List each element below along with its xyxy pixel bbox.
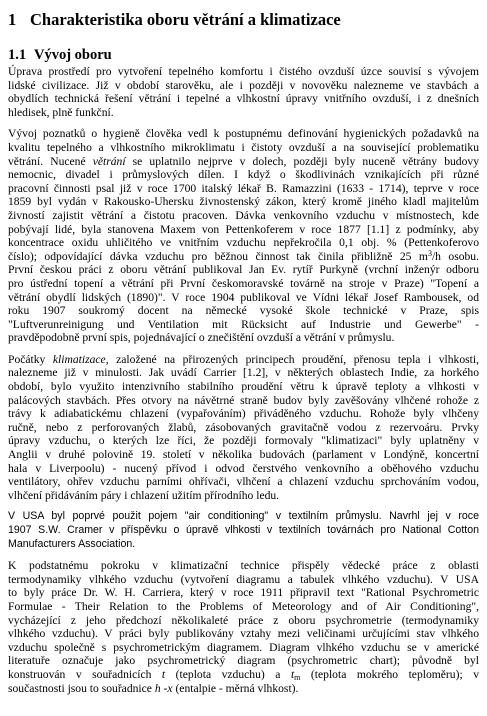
text-line: větrání obydlí lidských (1890)". V roce 1904 publikoval ve Vídni lékař Josef Rambousek, od (8, 290, 479, 304)
paragraph-intro (8, 65, 479, 119)
text-line: Počátky klimatizace, založené na přirozených principech proudění, přenosu tepla i vlhkosti, (8, 352, 480, 366)
text-line: číslo); odpovídající dávka vzduchu pro běžnou činnost tak činila přibližně 25 $m^3/h$ osobu. (8, 248, 479, 263)
paragraph-psychrometry (8, 559, 479, 695)
paragraph-air-conditioning-history (8, 353, 479, 503)
text-line: vzduchu společně s psychrometrickým diagramem. Diagram vlhkého vzduchu se v americké (8, 640, 479, 654)
text-line: vycházející z jeho předchozí několikaleté práce z oboru psychrometrie (termodynamiky (8, 613, 479, 627)
text-line: Úprava prostředí pro vytvoření tepelného komfortu i čistého ovzduší úzce souvisí s vývojem (8, 65, 479, 78)
text-line: 1907 S.W. Cramer v příspěvku o úpravě vlhkosti v textilních továrnách pro National Cotton (8, 524, 479, 536)
text-line: Formulae - Their Relation to the Problems of Meteorology and of Air Conditioning", (8, 599, 479, 613)
text-line: větrání. Nucené větrání se uplatnilo nejprve v dolech, později byly nuceně větrány budovy (8, 154, 479, 168)
text-line: lidské civilizace. Již v období starověku, ale i později v novověku nalezneme ve stavbách a (8, 78, 479, 92)
text-line: trávy k adiabatickému chlazení (vypařováním) přiváděného vzduchu. Rohože byly vlhčeny (8, 407, 479, 421)
text-line: termodynamiky vlhkého vzduchu (vytvoření diagramu a tabulek vlhkého vzduchu). V USA (8, 572, 479, 586)
text-line: ručně, nebo z perforovaných žlabů, zásobovaných gravitačně vodou z rezervoáru. Prvky (8, 420, 479, 434)
section-heading (8, 47, 479, 64)
text-line: palácových stavbách. Přes otvory na návětrné straně budov byly zavěšovány vlhčené rohože z (8, 393, 479, 407)
text-line: Anglii v druhé polovině 19. století v několika budovách (parlament v Londýně, koncertní (8, 448, 479, 462)
text-line: vlhkého vzduchu). V práci byly publikovány vztahy mezi veličinami určujícími stav vlhkého (8, 627, 479, 641)
section-number: 1.1 (8, 47, 27, 63)
paragraph-ventilation-history (8, 127, 479, 345)
text-line: období, bylo využito intenzivního stabilního proudění větru k úpravě teploty a vlhkosti v (8, 380, 479, 394)
text-line: 1859 byl vydán v Rakousko-Uhersku živnostenský zákon, který kromě jiného kladl majitelům (8, 195, 479, 209)
chapter-number: 1 (8, 10, 17, 29)
paragraph-usa-term (8, 510, 479, 551)
text-line: Manufacturers Association. (8, 537, 136, 550)
text-line: roku 1907 soukromý docent na německé vysoké škole technické v Praze, spis (8, 304, 479, 318)
text-line: "Luftverunreinigung und Ventilation mit Rücksicht auf Industrie und Gewerbe" - (8, 317, 479, 331)
text-line: kvalitu tepelného a vlhkostního mikroklimatu i čistoty ovzduší a na související problematiku (8, 140, 479, 154)
text-line: nalezneme již v minulosti. Jak uvádí Carrier [1.2], v některých oblastech Indie, za horkého (8, 366, 479, 380)
section-title: Vývoj oboru (34, 47, 112, 63)
text-line: pracovní činnosti psal již v roce 1700 italský lékař B. Ramazzini (1633 - 1714), teprve v roce (8, 181, 479, 195)
text-line: součastnosti jsou to souřadnice h -x (entalpie - měrná vlhkost). (8, 681, 299, 695)
text-line: hledisek, plně funkční. (8, 105, 114, 119)
text-line: ventilátory, ohřev vzduchu parními ohřívači, vlhčení a chlazení vzduchu sprchováním vodou, (8, 475, 479, 489)
text-line: konstruován v souřadnicích t (teplota vzduchu) a $t_m$ (teplota mokrého teploměru); v (8, 667, 479, 682)
text-line: vlhčení přidáváním páry i chlazení užitím přírodního ledu. (8, 488, 280, 502)
text-line: pobývají lidé, byla stanovena Maxem von Pettenkoferem v roce 1877 [1.1] z podmínky, aby (8, 222, 479, 236)
text-line: První českou práci z oboru větrání publikoval Jan Ev. rytíř Purkyně (vrchní inženýr odboru (8, 263, 479, 277)
text-line: koncentrace oxidu uhličitého ve vnitřním vzduchu nepřekročila 0,1 obj. % (Pettenkoferovo (8, 236, 479, 250)
text-line: úpravy vzduchu, o kterých lze říci, že později formovaly "klimatizaci" byly uplatněny v (8, 434, 479, 448)
chapter-title: Charakteristika oboru větrání a klimatizace (30, 10, 341, 29)
text-line: obydlích technická řešení větrání i tepelné a vlhkostní úpravy vnitřního ovzduší, i z dnešních (8, 92, 479, 106)
text-line: to byly práce Dr. W. H. Carriera, který v roce 1911 připravil text "Rational Psychrometric (8, 586, 479, 600)
chapter-heading (8, 10, 479, 30)
text-line: V USA byl poprvé použit pojem "air conditioning" v textilním průmyslu. Navrhl jej v roce (8, 510, 479, 523)
text-line: Vývoj poznatků o hygieně člověka vedl k postupnému definování hygienických požadavků na (8, 127, 479, 141)
text-line: hala v Liverpoolu) - nucený přívod i odvod čerstvého venkovního a oběhového vzduchu (8, 461, 479, 475)
text-line: K podstatnému pokroku v klimatizační technice přispěly vědecké práce z oblasti (8, 559, 479, 573)
text-line: pro ústřední topení a větrání při První českomoravské továrně na stroje v Praze) "Topení a (8, 276, 479, 290)
text-line: živností zajistit větrání a čistotu pracoven. Dávka venkovního vzduchu v místnostech, kde (8, 208, 479, 222)
text-line: pravděpodobně první spis, pojednávající o znečištění ovzduší a větrání v průmyslu. (8, 331, 395, 345)
text-line: literatuře označuje jako psychrometrický diagram (psychrometric chart); původně byl (8, 654, 479, 668)
text-line: nemocnic, divadel i průmyslových dílen. I když o škodlivinách vznikajících při různé (8, 168, 479, 182)
